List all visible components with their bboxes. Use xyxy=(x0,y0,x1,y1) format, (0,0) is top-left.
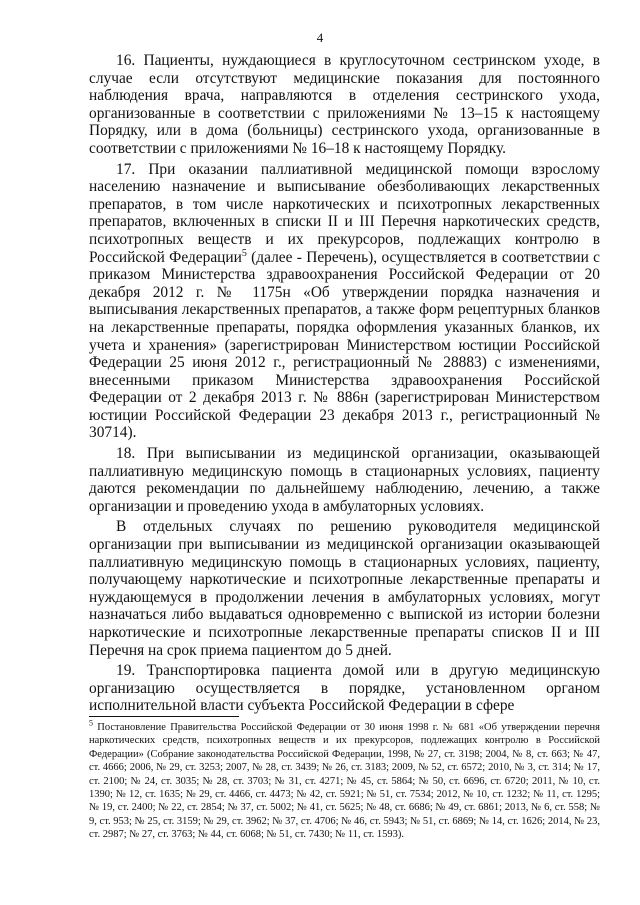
paragraph-16: 16. Пациенты, нуждающиеся в круглосуточном сестринском уходе, в случае если отсутствуют медицинские показания для постоянного наблюдения врача, направляются в отделения сестринского ухода, организованные в соответствии с приложениями № 13–15 к настоящему Порядку, или в дома (больницы) сестринского ухода, организованные в соответствии с приложениями № 16–18 к настоящему Порядку. xyxy=(89,52,600,157)
footnote-separator xyxy=(89,716,239,717)
footnote-reference: 5 xyxy=(241,247,247,259)
paragraph-17-part-2: (далее - Перечень), осуществляется в соответствии с приказом Министерства здравоохранения Российской Федерации от 20 декабря 2012 г. № 1175н «Об утверждении порядка назначения и выписывания лекарственных препаратов, а также форм рецептурных бланков на лекарственные препараты, порядка оформления указанных бланков, их учета и хранения» (зарегистрирован Министерством юстиции Российской Федерации 25 июня 2012 г., регистрационный № 28883) с изменениями, внесенными приказом Министерства здравоохранения Российской Федерации от 2 декабря 2013 г. № 886н (зарегистрирован Министерством юстиции Российской Федерации 23 декабря 2013 г., регистрационный № 30714). xyxy=(89,248,600,442)
paragraph-17-part-1: 17. При оказании паллиативной медицинской помощи взрослому населению назначение и выписывание обезболивающих лекарственных препаратов, в том числе наркотических и психотропных лекарственных препаратов, включенных в списки II и III Перечня наркотических средств, психотропных веществ и их прекурсоров, подлежащих контролю в Российской Федерации xyxy=(89,160,600,266)
paragraph-17 xyxy=(89,161,600,443)
document-body xyxy=(89,52,600,718)
page-number: 4 xyxy=(316,30,324,45)
paragraph-18: 18. При выписывании из медицинской организации, оказывающей паллиативную медицинскую помощь в стационарных условиях, пациенту даются рекомендации по дальнейшему наблюдению, лечению, а также организации и проведению ухода в амбулаторных условиях. xyxy=(89,445,600,515)
paragraph-19: 19. Транспортировка пациента домой или в другую медицинскую организацию осуществляется в порядке, установленном органом исполнительной власти субъекта Российской Федерации в сфере xyxy=(89,662,600,715)
footnote-text: Постановление Правительства Российской Федерации от 30 июня 1998 г. № 681 «Об утверждении перечня наркотических средств, психотропных веществ и их прекурсоров, подлежащих контролю в Российской Федерации» (Собрание законодательства Российской Федерации, 1998, № 27, ст. 3198; 2004, № 8, ст. 663; № 47, ст. 4666; 2006, № 29, ст. 3253; 2007, № 28, ст. 3439; № 26, ст. 3183; 2009, № 52, ст. 6572; 2010, № 3, ст. 314; № 17, ст. 2100; № 24, ст. 3035; № 28, ст. 3703; № 31, ст. 4271; № 45, ст. 5864; № 50, ст. 6696, ст. 6720; 2011, № 10, ст. 1390; № 12, ст. 1635; № 29, ст. 4466, ст. 4473; № 42, ст. 5921; № 51, ст. 7534; 2012, № 10, ст. 1232; № 11, ст. 1295; № 19, ст. 2400; № 22, ст. 2854; № 37, ст. 5002; № 41, ст. 5625; № 48, ст. 6686; № 49, ст. 6861; 2013, № 6, ст. 558; № 9, ст. 953; № 25, ст. 3159; № 29, ст. 3962; № 37, ст. 4706; № 46, ст. 5943; № 51, ст. 6869; № 14, ст. 1626; 2014, № 23, ст. 2987; № 27, ст. 3763; № 44, ст. 6068; № 51, ст. 7430; № 11, ст. 1593). xyxy=(89,722,600,841)
footnote-mark: 5 xyxy=(89,718,93,728)
paragraph-18-continued: В отдельных случаях по решению руководителя медицинской организации при выписывании из медицинской организации оказывающей паллиативную медицинскую помощь в стационарных условиях, пациенту, получающему наркотические и психотропные лекарственные препараты и нуждающемуся в продолжении лечения в амбулаторных условиях, могут назначаться либо выдаваться одновременно с выпиской из истории болезни наркотические и психотропные лекарственные препараты списков II и III Перечня на срок приема пациентом до 5 дней. xyxy=(89,518,600,659)
footnote xyxy=(89,718,600,842)
